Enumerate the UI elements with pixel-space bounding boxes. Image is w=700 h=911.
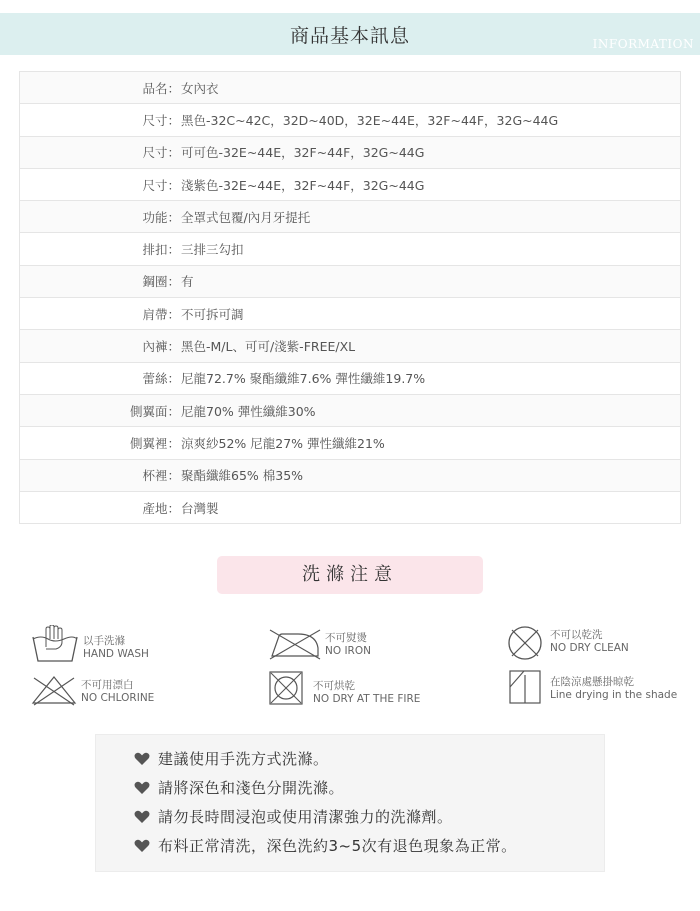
- spec-row: [20, 298, 680, 330]
- heart-icon: [134, 781, 150, 795]
- spec-label: 品名：: [142, 80, 180, 96]
- care-symbol-zh: 不可以乾洗: [550, 629, 603, 641]
- spec-label: 肩帶：: [142, 306, 180, 322]
- info-header: [0, 13, 700, 55]
- heart-icon: [134, 752, 150, 766]
- spec-row: [20, 492, 680, 524]
- care-note-text: 請將深色和淺色分開洗滌。: [158, 779, 345, 797]
- spec-label: 產地：: [142, 500, 180, 516]
- spec-value: 有: [181, 274, 194, 290]
- care-symbol-en: NO IRON: [325, 645, 371, 657]
- care-symbol-en: NO CHLORINE: [81, 692, 155, 704]
- spec-label: 鋼圈：: [142, 274, 180, 290]
- care-symbol-hand-wash: [30, 625, 149, 663]
- care-symbol-zh: 不可用漂白: [81, 679, 134, 691]
- care-symbol-zh: 不可烘乾: [313, 680, 355, 692]
- section-subtitle: INFORMATION: [592, 37, 694, 51]
- care-symbol-no-tumble-dry: [268, 670, 420, 706]
- spec-value: 全罩式包覆/內月牙提托: [181, 209, 311, 225]
- spec-value: 不可拆可調: [181, 306, 244, 322]
- care-symbol-zh: 在陰涼處懸掛晾乾: [550, 676, 634, 688]
- heart-icon: [134, 839, 150, 853]
- spec-row: [20, 427, 680, 459]
- care-title: 洗滌注意: [217, 556, 483, 594]
- care-symbol-shade-dry: [508, 669, 677, 705]
- care-symbol-zh: 不可熨燙: [325, 632, 367, 644]
- care-symbol-no-iron: [268, 628, 371, 660]
- no-iron-icon: [268, 628, 322, 660]
- spec-value: 台灣製: [181, 500, 219, 516]
- spec-label: 杯裡：: [142, 468, 180, 484]
- spec-value: 黑色-M/L、可可/淺紫-FREE/XL: [181, 339, 356, 355]
- spec-row: [20, 233, 680, 265]
- care-note-text: 建議使用手洗方式洗滌。: [158, 750, 329, 768]
- care-note: [134, 835, 517, 856]
- care-note: [134, 748, 329, 769]
- spec-value: 淺紫色-32E~44E，32F~44F，32G~44G: [181, 177, 425, 193]
- care-symbol-en: HAND WASH: [83, 648, 149, 660]
- spec-value: 尼龍72.7% 聚酯纖維7.6% 彈性纖維19.7%: [181, 371, 426, 387]
- spec-value: 涼爽紗52% 尼龍27% 彈性纖維21%: [181, 435, 385, 451]
- spec-label: 尺寸：: [142, 177, 180, 193]
- care-symbol-en: NO DRY AT THE FIRE: [313, 693, 421, 705]
- heart-icon: [134, 810, 150, 824]
- spec-label: 蕾絲：: [142, 371, 180, 387]
- care-note: [134, 777, 344, 798]
- no-tumble-dry-icon: [268, 670, 304, 706]
- care-symbol-no-dry-clean: [506, 624, 629, 662]
- spec-value: 三排三勾扣: [181, 242, 244, 258]
- spec-table: [19, 71, 681, 524]
- no-dry-clean-icon: [506, 624, 544, 662]
- spec-label: 排扣：: [142, 242, 180, 258]
- spec-value: 尼龍70% 彈性纖維30%: [181, 403, 316, 419]
- hand-wash-icon: [30, 625, 80, 663]
- spec-row: [20, 201, 680, 233]
- spec-label: 尺寸：: [142, 145, 180, 161]
- spec-row: [20, 395, 680, 427]
- care-notes: [95, 734, 605, 872]
- spec-label: 內褲：: [142, 339, 180, 355]
- care-symbol-no-chlorine: [30, 674, 154, 706]
- spec-row: [20, 72, 680, 104]
- care-symbol-en: Line drying in the shade: [550, 689, 678, 701]
- spec-label: 側翼裡：: [129, 435, 180, 451]
- spec-value: 黑色-32C~42C，32D~40D，32E~44E，32F~44F，32G~44G: [181, 112, 559, 128]
- section-title: 商品基本訊息: [289, 25, 410, 47]
- spec-row: [20, 266, 680, 298]
- spec-value: 可可色-32E~44E，32F~44F，32G~44G: [181, 145, 425, 161]
- care-symbol-zh: 以手洗滌: [83, 635, 125, 647]
- spec-label: 尺寸：: [142, 112, 180, 128]
- care-note-text: 布料正常清洗，深色洗約3~5次有退色現象為正常。: [158, 837, 517, 855]
- care-note-text: 請勿長時間浸泡或使用清潔強力的洗滌劑。: [158, 808, 453, 826]
- spec-label: 功能：: [142, 209, 180, 225]
- spec-row: [20, 460, 680, 492]
- spec-row: [20, 104, 680, 136]
- spec-value: 聚酯纖維65% 棉35%: [181, 468, 304, 484]
- care-symbol-en: NO DRY CLEAN: [550, 642, 629, 654]
- care-note: [134, 806, 453, 827]
- spec-row: [20, 330, 680, 362]
- no-chlorine-icon: [30, 674, 78, 706]
- shade-dry-icon: [508, 669, 542, 705]
- spec-row: [20, 137, 680, 169]
- spec-row: [20, 169, 680, 201]
- spec-row: [20, 363, 680, 395]
- spec-label: 側翼面：: [129, 403, 180, 419]
- spec-value: 女內衣: [181, 80, 219, 96]
